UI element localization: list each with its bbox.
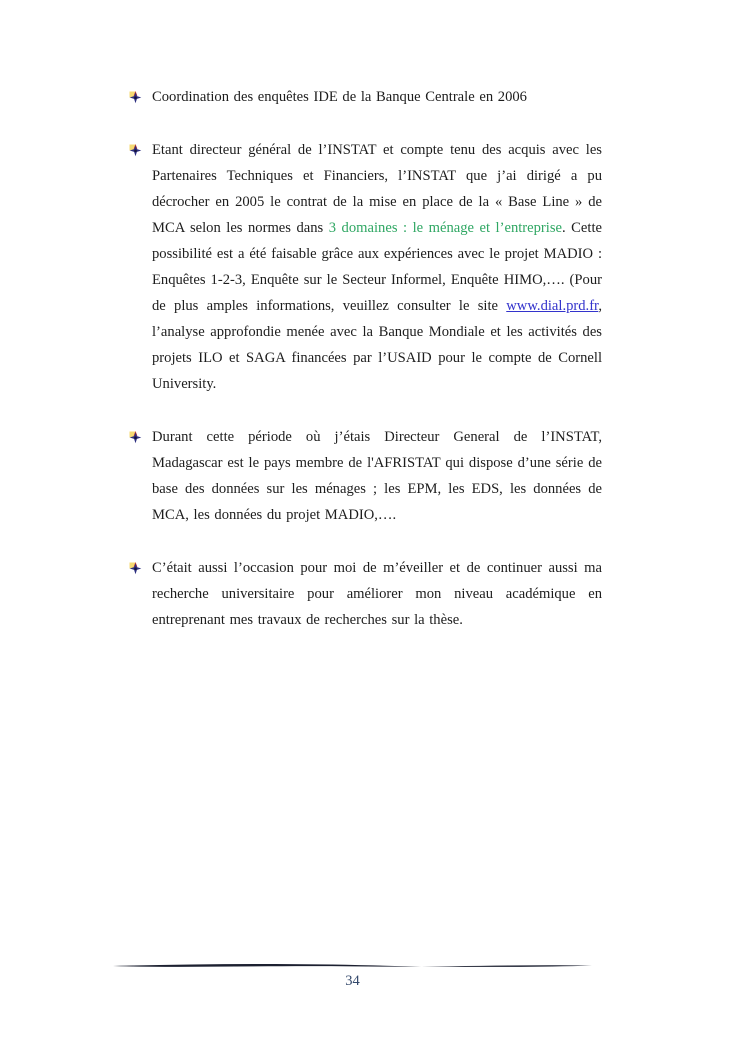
body-text: C’était aussi l’occasion pour moi de m’éveiller et de continuer aussi ma recherche universitaire pour améliorer mon niveau académique en entreprenant mes travaux de recherches sur la thèse. — [152, 560, 602, 628]
bullet-text — [152, 142, 602, 392]
bullet-item — [129, 84, 602, 110]
spark-bullet-icon — [129, 562, 142, 575]
bullet-text — [152, 89, 527, 105]
spark-bullet-icon — [129, 91, 142, 104]
bullet-item — [129, 137, 602, 397]
footer-rule — [113, 962, 592, 970]
body-text: . Cette possibilité est a été faisable grâce aux expériences avec le projet MADIO : Enquêtes 1-2-3, Enquête sur le Secteur Informel, Enquête HIMO,…. (Pour de plus amples informations, veuillez consulter le site — [152, 220, 602, 314]
spark-bullet-icon — [129, 431, 142, 444]
page-number: 34 — [345, 973, 360, 989]
body-text: Durant cette période où j’étais Directeur General de l’INSTAT, Madagascar est le pays membre de l'AFRISTAT qui dispose d’une série de base des données sur les ménages ; les EPM, les EDS, les données de MCA, les données du projet MADIO,…. — [152, 429, 602, 523]
bullet-list — [129, 84, 602, 660]
body-text: Coordination des enquêtes IDE de la Banque Centrale en 2006 — [152, 89, 527, 105]
bullet-item — [129, 424, 602, 528]
dial-website-link[interactable]: www.dial.prd.fr — [506, 298, 599, 314]
spark-bullet-icon — [129, 144, 142, 157]
body-text: Etant directeur général de l’INSTAT et compte tenu des acquis avec les Partenaires Techniques et Financiers, l’INSTAT que j’ai dirigé a pu décrocher en 2005 le contrat de la mise en place de la « Base Line » de MCA selon les normes dans — [152, 142, 602, 236]
bullet-item — [129, 555, 602, 633]
bullet-text — [152, 429, 602, 523]
highlighted-green-text: 3 domaines : le ménage et l’entreprise — [328, 220, 563, 236]
bullet-text — [152, 560, 602, 628]
body-text: , l’analyse approfondie menée avec la Banque Mondiale et les activités des projets ILO et SAGA financées par l’USAID pour le compte de Cornell University. — [152, 298, 602, 392]
